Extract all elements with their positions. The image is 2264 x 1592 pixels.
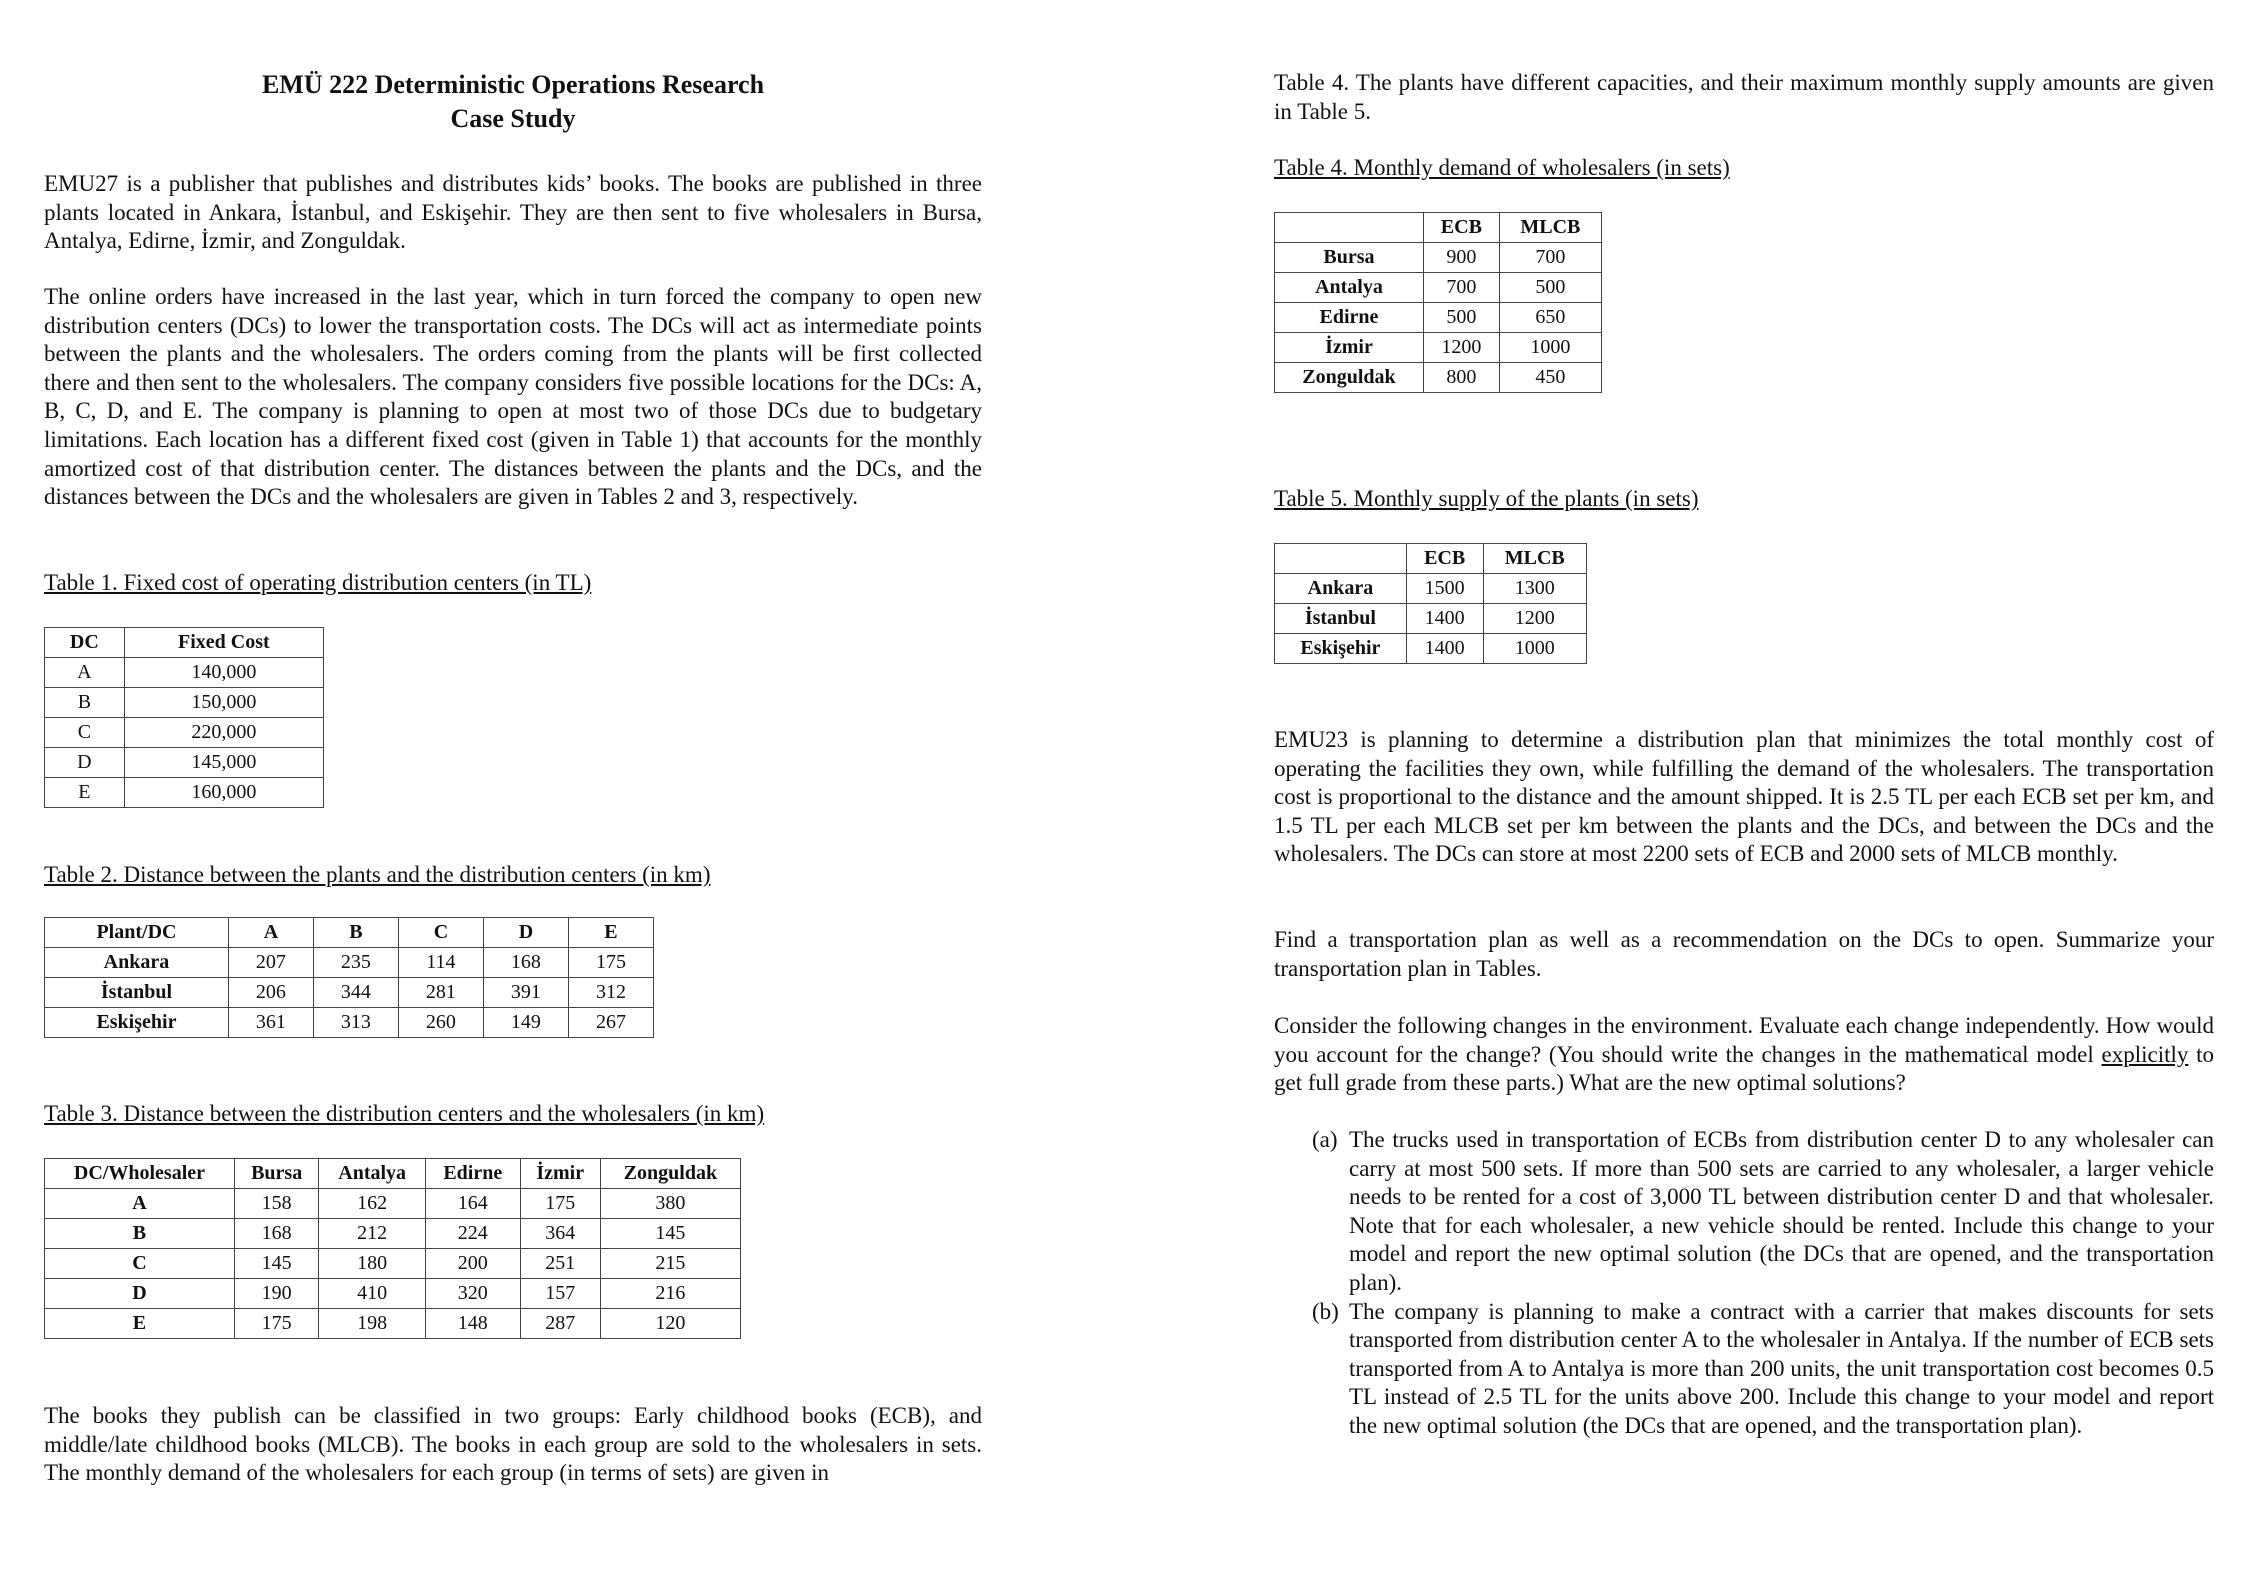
- changes-list: [1312, 1126, 2214, 1441]
- dc-wholesaler-distance-table: [44, 1158, 741, 1339]
- book-groups-paragraph: The books they publish can be classified in two groups: Early childhood books (ECB), and middle/late childhood books (MLCB). The books in each group are sold to the wholesalers in sets. The monthly demand of the wholesalers for each group (in terms of sets) are given in: [44, 1403, 982, 1486]
- table-cell: 313: [313, 1008, 398, 1038]
- table-cell: 1000: [1483, 634, 1586, 664]
- table-cell: 145: [234, 1249, 319, 1279]
- column-header: Fixed Cost: [124, 628, 323, 658]
- table-cell: 281: [398, 978, 483, 1008]
- column-header: Plant/DC: [45, 918, 229, 948]
- table-cell: 364: [520, 1219, 600, 1249]
- table-cell: 267: [568, 1008, 653, 1038]
- table-cell: 344: [313, 978, 398, 1008]
- table-cell: 175: [568, 948, 653, 978]
- table1-caption: Table 1. Fixed cost of operating distribution centers (in TL): [44, 570, 592, 595]
- table-cell: 450: [1499, 363, 1601, 393]
- table5-caption: Table 5. Monthly supply of the plants (in sets): [1274, 486, 1699, 511]
- table-cell: 160,000: [124, 778, 323, 808]
- table-cell: 158: [234, 1189, 319, 1219]
- dc-paragraph: The online orders have increased in the last year, which in turn forced the company to open new distribution centers (DCs) to lower the transportation costs. The DCs will act as intermediate points between the plants and the wholesalers. The orders coming from the plants will be first collected there and then sent to the wholesalers. The company considers five possible locations for the DCs: A, B, C, D, and E. The company is planning to open at most two of those DCs due to budgetary limitations. Each location has a different fixed cost (given in Table 1) that accounts for the monthly amortized cost of that distribution center. The distances between the plants and the DCs, and the distances between the DCs and the wholesalers are given in Tables 2 and 3, respectively.: [44, 284, 982, 510]
- table-cell: 148: [425, 1309, 520, 1339]
- row-header: İstanbul: [45, 978, 229, 1008]
- column-header: DC: [45, 628, 125, 658]
- table-cell: 175: [520, 1189, 600, 1219]
- table-cell: 215: [600, 1249, 740, 1279]
- row-header: C: [45, 1249, 235, 1279]
- table-cell: 800: [1423, 363, 1499, 393]
- task-paragraph: Find a transportation plan as well as a recommendation on the DCs to open. Summarize your transportation plan in Tables.: [1274, 927, 2214, 981]
- table-row: [1275, 574, 1587, 604]
- capacity-paragraph: Table 4. The plants have different capacities, and their maximum monthly supply amounts are given in Table 5.: [1274, 70, 2214, 124]
- table-cell: 251: [520, 1249, 600, 1279]
- row-header: A: [45, 658, 125, 688]
- row-header: Antalya: [1275, 273, 1424, 303]
- table-cell: 140,000: [124, 658, 323, 688]
- table-cell: 206: [228, 978, 313, 1008]
- table-cell: 164: [425, 1189, 520, 1219]
- table-cell: 175: [234, 1309, 319, 1339]
- item-text: The company is planning to make a contract with a carrier that makes discounts for sets transported from distribution center A to the wholesaler in Antalya. If the number of ECB sets transported from A to Antalya is more than 200 units, the unit transportation cost becomes 0.5 TL instead of 2.5 TL for the units above 200. Include this change to your model and report the new optimal solution (the DCs that are opened, and the transportation plan).: [1349, 1298, 2214, 1438]
- change-item-a: [1312, 1126, 2214, 1298]
- table-cell: 224: [425, 1219, 520, 1249]
- item-label: (b): [1312, 1298, 1339, 1324]
- table-cell: 500: [1499, 273, 1601, 303]
- table-cell: 391: [483, 978, 568, 1008]
- column-header: Antalya: [319, 1159, 425, 1189]
- table-cell: 500: [1423, 303, 1499, 333]
- table-cell: 700: [1499, 243, 1601, 273]
- item-label: (a): [1312, 1127, 1338, 1152]
- table-cell: 168: [234, 1219, 319, 1249]
- table4-caption: Table 4. Monthly demand of wholesalers (in sets): [1274, 155, 1730, 180]
- table-cell: 260: [398, 1008, 483, 1038]
- table-row: [1275, 243, 1602, 273]
- column-header: ECB: [1423, 213, 1499, 243]
- fixed-cost-table: [44, 627, 324, 808]
- table-row: [1275, 634, 1587, 664]
- table-cell: 312: [568, 978, 653, 1008]
- table-header-row: [1275, 544, 1587, 574]
- table-row: [45, 948, 654, 978]
- table-cell: 207: [228, 948, 313, 978]
- table-cell: 145: [600, 1219, 740, 1249]
- change-item-b: [1312, 1298, 2214, 1441]
- table-row: [45, 1249, 741, 1279]
- row-header: D: [45, 1279, 235, 1309]
- table-cell: 700: [1423, 273, 1499, 303]
- row-header: Bursa: [1275, 243, 1424, 273]
- intro-paragraph: EMU27 is a publisher that publishes and distributes kids’ books. The books are published in three plants located in Ankara, İstanbul, and Eskişehir. They are then sent to five wholesalers in Bursa, Antalya, Edirne, İzmir, and Zonguldak.: [44, 171, 982, 254]
- column-header: MLCB: [1483, 544, 1586, 574]
- table-cell: 320: [425, 1279, 520, 1309]
- table-cell: 198: [319, 1309, 425, 1339]
- table-row: [1275, 303, 1602, 333]
- table-row: [1275, 273, 1602, 303]
- table-header-row: [1275, 213, 1602, 243]
- table-cell: 1200: [1483, 604, 1586, 634]
- table-cell: 361: [228, 1008, 313, 1038]
- column-header: MLCB: [1499, 213, 1601, 243]
- table-row: [1275, 604, 1587, 634]
- row-header: D: [45, 748, 125, 778]
- table-cell: 150,000: [124, 688, 323, 718]
- changes-text-end: to get full grade from these parts.) What are the new optimal solutions?: [1274, 1041, 2215, 1096]
- table-cell: 410: [319, 1279, 425, 1309]
- table-header-row: [45, 628, 324, 658]
- column-header: Bursa: [234, 1159, 319, 1189]
- supply-table: [1274, 543, 1587, 664]
- column-header: B: [313, 918, 398, 948]
- row-header: Edirne: [1275, 303, 1424, 333]
- plant-dc-distance-table: [44, 917, 654, 1038]
- column-header: [1275, 213, 1424, 243]
- column-header: D: [483, 918, 568, 948]
- table-cell: 1000: [1499, 333, 1601, 363]
- table-row: [45, 748, 324, 778]
- row-header: A: [45, 1189, 235, 1219]
- table-row: [1275, 363, 1602, 393]
- table-cell: 212: [319, 1219, 425, 1249]
- table-cell: 380: [600, 1189, 740, 1219]
- table-row: [1275, 333, 1602, 363]
- table-cell: 1500: [1406, 574, 1483, 604]
- column-header: A: [228, 918, 313, 948]
- column-header: Edirne: [425, 1159, 520, 1189]
- row-header: B: [45, 688, 125, 718]
- table-cell: 220,000: [124, 718, 323, 748]
- table-row: [45, 1309, 741, 1339]
- row-header: B: [45, 1219, 235, 1249]
- column-header: [1275, 544, 1407, 574]
- table2-caption: Table 2. Distance between the plants and the distribution centers (in km): [44, 862, 711, 887]
- table-row: [45, 778, 324, 808]
- table-cell: 120: [600, 1309, 740, 1339]
- explicitly-emphasis: explicitly: [2101, 1041, 2189, 1067]
- item-text: The trucks used in transportation of ECBs from distribution center D to any wholesaler can carry at most 500 sets. If more than 500 sets are carried to any wholesaler, a larger vehicle needs to be rented for a cost of 3,000 TL between distribution center D and that wholesaler. Note that for each wholesaler, a new vehicle should be rented. Include this change to your model and report the new optimal solution (the DCs that are opened, and the transportation plan).: [1349, 1127, 2214, 1295]
- table-row: [45, 1189, 741, 1219]
- changes-paragraph: [1274, 1012, 2214, 1098]
- table-header-row: [45, 918, 654, 948]
- table-cell: 114: [398, 948, 483, 978]
- table-row: [45, 1008, 654, 1038]
- table-cell: 168: [483, 948, 568, 978]
- row-header: E: [45, 1309, 235, 1339]
- row-header: Eskişehir: [1275, 634, 1407, 664]
- document-title: [44, 68, 982, 136]
- table-cell: 149: [483, 1008, 568, 1038]
- table-header-row: [45, 1159, 741, 1189]
- table-row: [45, 718, 324, 748]
- table-cell: 1400: [1406, 604, 1483, 634]
- title-line-2: Case Study: [450, 104, 576, 133]
- table-row: [45, 688, 324, 718]
- row-header: Ankara: [1275, 574, 1407, 604]
- table-row: [45, 658, 324, 688]
- column-header: ECB: [1406, 544, 1483, 574]
- row-header: E: [45, 778, 125, 808]
- table3-caption: Table 3. Distance between the distribution centers and the wholesalers (in km): [44, 1101, 765, 1126]
- column-header: İzmir: [520, 1159, 600, 1189]
- row-header: C: [45, 718, 125, 748]
- title-line-1: EMÜ 222 Deterministic Operations Research: [261, 70, 765, 99]
- changes-text: Consider the following changes in the environment. Evaluate each change independently. How would you account for the change? (You should write the changes in the mathematical model: [1274, 1013, 2214, 1067]
- table-cell: 216: [600, 1279, 740, 1309]
- table-cell: 235: [313, 948, 398, 978]
- table-row: [45, 1279, 741, 1309]
- table-cell: 1200: [1423, 333, 1499, 363]
- objective-paragraph: EMU23 is planning to determine a distribution plan that minimizes the total monthly cost of operating the facilities they own, while fulfilling the demand of the wholesalers. The transportation cost is proportional to the distance and the amount shipped. It is 2.5 TL per each ECB set per km, and 1.5 TL per each MLCB set per km between the plants and the DCs, and between the DCs and the wholesalers. The DCs can store at most 2200 sets of ECB and 2000 sets of MLCB monthly.: [1274, 727, 2214, 867]
- table-row: [45, 978, 654, 1008]
- table-cell: 190: [234, 1279, 319, 1309]
- column-header: E: [568, 918, 653, 948]
- table-row: [45, 1219, 741, 1249]
- table-cell: 900: [1423, 243, 1499, 273]
- demand-table: [1274, 212, 1602, 393]
- table-cell: 145,000: [124, 748, 323, 778]
- row-header: İstanbul: [1275, 604, 1407, 634]
- table-cell: 650: [1499, 303, 1601, 333]
- table-cell: 1300: [1483, 574, 1586, 604]
- row-header: Zonguldak: [1275, 363, 1424, 393]
- row-header: Eskişehir: [45, 1008, 229, 1038]
- column-header: C: [398, 918, 483, 948]
- row-header: Ankara: [45, 948, 229, 978]
- table-cell: 1400: [1406, 634, 1483, 664]
- table-cell: 162: [319, 1189, 425, 1219]
- table-cell: 200: [425, 1249, 520, 1279]
- column-header: Zonguldak: [600, 1159, 740, 1189]
- row-header: İzmir: [1275, 333, 1424, 363]
- table-cell: 287: [520, 1309, 600, 1339]
- table-cell: 157: [520, 1279, 600, 1309]
- table-cell: 180: [319, 1249, 425, 1279]
- column-header: DC/Wholesaler: [45, 1159, 235, 1189]
